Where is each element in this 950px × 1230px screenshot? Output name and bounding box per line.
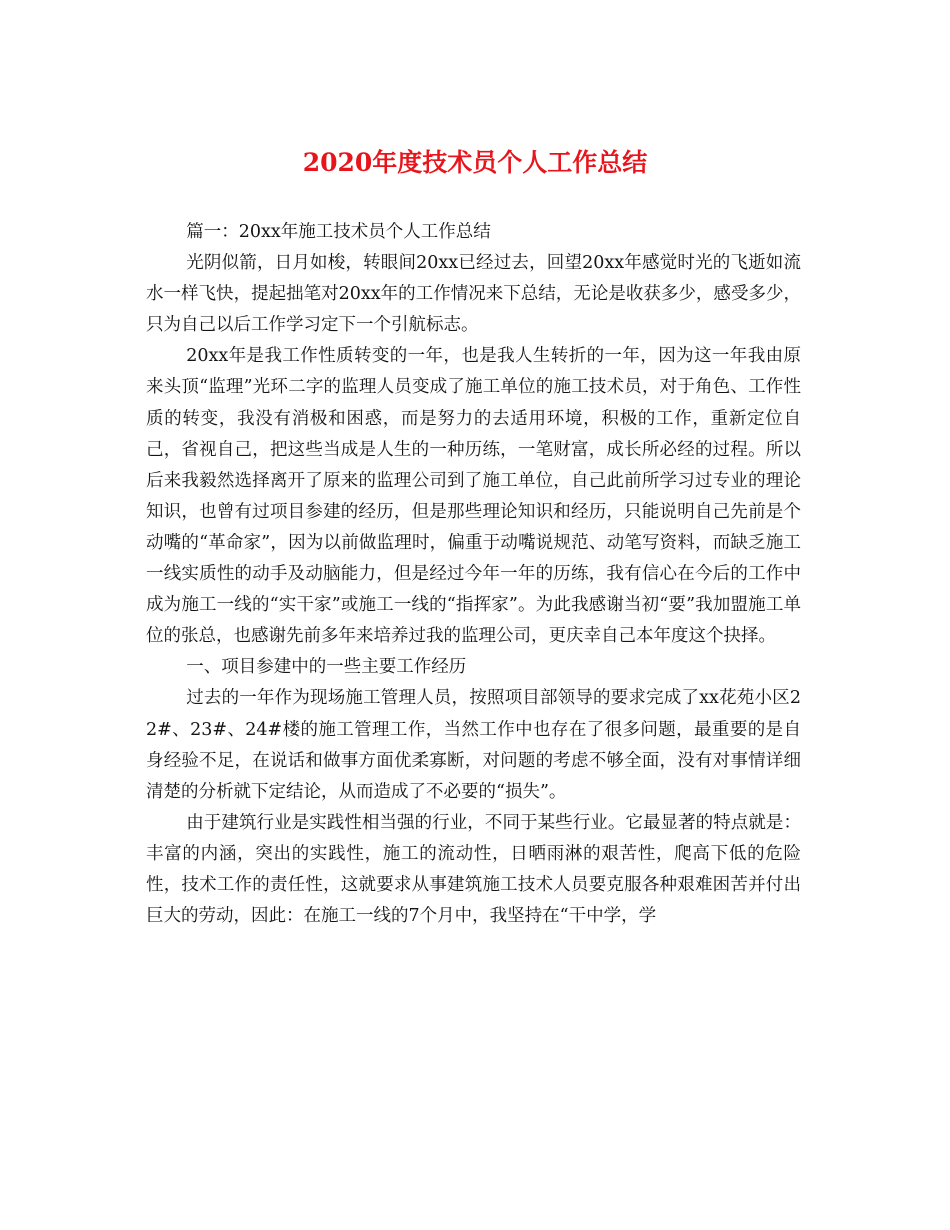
document-body [146,217,801,932]
paragraph: 光阴似箭，日月如梭，转眼间20xx已经过去，回望20xx年感觉时光的飞逝如流水一样飞快，提起拙笔对20xx年的工作情况来下总结，无论是收获多少，感受多少，只为自己以后工作学习定下一个引航标志。 [146,253,801,336]
document-title: 2020年度技术员个人工作总结 [302,148,648,177]
paragraph: 由于建筑行业是实践性相当强的行业，不同于某些行业。它最显著的特点就是：丰富的内涵，突出的实践性，施工的流动性，日晒雨淋的艰苦性，爬高下低的危险性，技术工作的责任性，这就要求从事建筑施工技术人员要克服各种艰难困苦并付出巨大的劳动，因此：在施工一线的7个月中，我坚持在“干中学，学 [146,812,801,927]
paragraph: 20xx年是我工作性质转变的一年，也是我人生转折的一年，因为这一年我由原来头顶“监理”光环二字的监理人员变成了施工单位的施工技术员，对于角色、工作性质的转变，我没有消极和困惑，而是努力的去适用环境，积极的工作，重新定位自己，省视自己，把这些当成是人生的一种历练，一笔财富，成长所必经的过程。所以后来我毅然选择离开了原来的监理公司到了施工单位，自己此前所学习过专业的理论知识，也曾有过项目参建的经历，但是那些理论知识和经历，只能说明自己先前是个动嘴的“革命家”，因为以前做监理时，偏重于动嘴说规范、动笔写资料，而缺乏施工一线实质性的动手及动脑能力，但是经过今年一年的历练，我有信心在今后的工作中成为施工一线的“实干家”或施工一线的“指挥家”。为此我感谢当初“要”我加盟施工单位的张总，也感谢先前多年来培养过我的监理公司，更庆幸自己本年度这个抉择。 [146,346,801,647]
paragraph: 过去的一年作为现场施工管理人员，按照项目部领导的要求完成了xx花苑小区22#、23#、24#楼的施工管理工作，当然工作中也存在了很多问题，最重要的是自身经验不足，在说话和做事方面优柔寡断，对问题的考虑不够全面，没有对事情详细清楚的分析就下定结论，从而造成了不必要的“损失”。 [146,688,801,802]
section-heading: 篇一：20xx年施工技术员个人工作总结 [186,222,491,242]
section-heading: 一、项目参建中的一些主要工作经历 [186,657,467,678]
